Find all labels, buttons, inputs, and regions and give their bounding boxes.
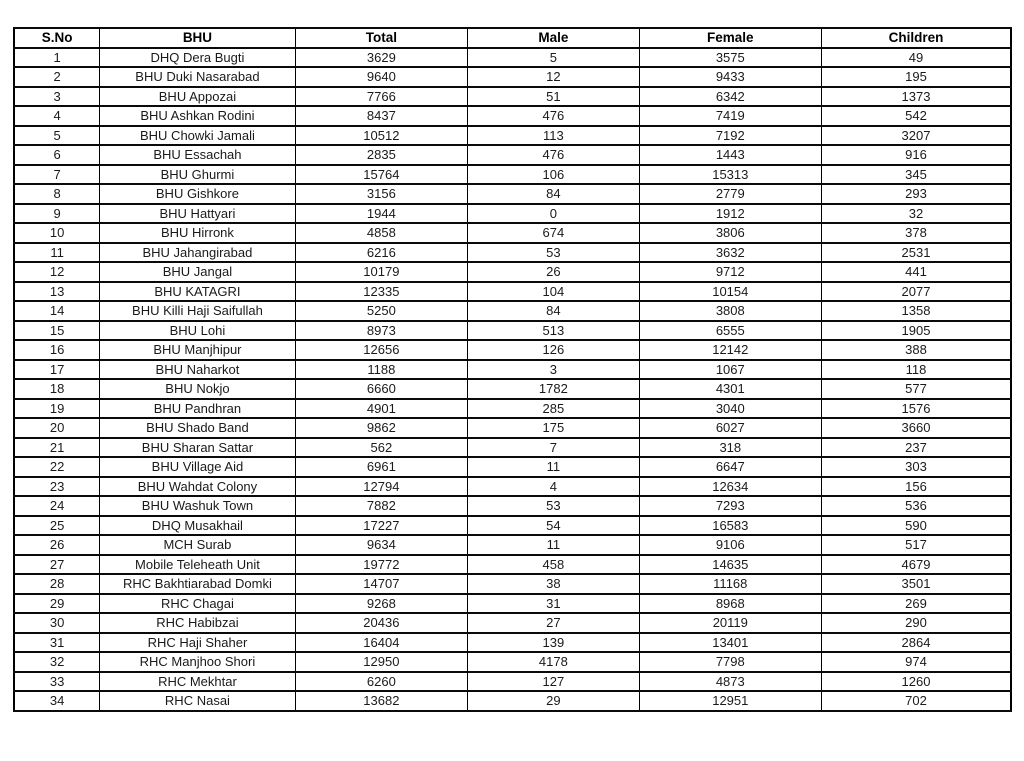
table-cell-children: 577 bbox=[822, 379, 1011, 399]
table-cell-children: 1905 bbox=[822, 321, 1011, 341]
table-cell-bhu: Mobile Teleheath Unit bbox=[100, 555, 295, 575]
table-cell-total: 15764 bbox=[295, 165, 467, 185]
table-cell-female: 6555 bbox=[639, 321, 821, 341]
table-cell-total: 6260 bbox=[295, 672, 467, 692]
table-cell-total: 562 bbox=[295, 438, 467, 458]
table-row bbox=[14, 379, 1011, 399]
table-cell-s-no: 8 bbox=[14, 184, 100, 204]
table-cell-children: 1373 bbox=[822, 87, 1011, 107]
table-cell-s-no: 13 bbox=[14, 282, 100, 302]
table-cell-bhu: BHU Naharkot bbox=[100, 360, 295, 380]
table-cell-total: 9640 bbox=[295, 67, 467, 87]
table-cell-female: 9433 bbox=[639, 67, 821, 87]
table-cell-total: 10179 bbox=[295, 262, 467, 282]
table-cell-bhu: BHU Sharan Sattar bbox=[100, 438, 295, 458]
table-row bbox=[14, 633, 1011, 653]
column-header-male: Male bbox=[468, 28, 639, 48]
table-cell-s-no: 20 bbox=[14, 418, 100, 438]
table-cell-female: 20119 bbox=[639, 613, 821, 633]
table-cell-male: 126 bbox=[468, 340, 639, 360]
table-cell-female: 7293 bbox=[639, 496, 821, 516]
table-row bbox=[14, 243, 1011, 263]
table-cell-total: 6961 bbox=[295, 457, 467, 477]
table-cell-children: 3207 bbox=[822, 126, 1011, 146]
table-cell-male: 53 bbox=[468, 496, 639, 516]
table-cell-total: 19772 bbox=[295, 555, 467, 575]
table-cell-total: 3629 bbox=[295, 48, 467, 68]
table-cell-children: 3501 bbox=[822, 574, 1011, 594]
table-cell-s-no: 32 bbox=[14, 652, 100, 672]
table-cell-female: 7798 bbox=[639, 652, 821, 672]
table-cell-female: 3040 bbox=[639, 399, 821, 419]
table-cell-male: 476 bbox=[468, 106, 639, 126]
table-cell-bhu: BHU Manjhipur bbox=[100, 340, 295, 360]
table-cell-s-no: 26 bbox=[14, 535, 100, 555]
table-row bbox=[14, 438, 1011, 458]
table-cell-total: 9268 bbox=[295, 594, 467, 614]
table-cell-s-no: 19 bbox=[14, 399, 100, 419]
table-cell-female: 11168 bbox=[639, 574, 821, 594]
table-cell-bhu: RHC Nasai bbox=[100, 691, 295, 711]
column-header-total: Total bbox=[295, 28, 467, 48]
table-cell-bhu: BHU Ashkan Rodini bbox=[100, 106, 295, 126]
table-cell-male: 29 bbox=[468, 691, 639, 711]
table-cell-s-no: 9 bbox=[14, 204, 100, 224]
table-row bbox=[14, 126, 1011, 146]
table-cell-female: 12951 bbox=[639, 691, 821, 711]
table-cell-children: 118 bbox=[822, 360, 1011, 380]
table-cell-total: 16404 bbox=[295, 633, 467, 653]
table-cell-children: 378 bbox=[822, 223, 1011, 243]
table-cell-children: 156 bbox=[822, 477, 1011, 497]
table-cell-total: 4901 bbox=[295, 399, 467, 419]
table-cell-total: 12335 bbox=[295, 282, 467, 302]
table-cell-bhu: BHU Village Aid bbox=[100, 457, 295, 477]
table-row bbox=[14, 574, 1011, 594]
table-cell-bhu: BHU Jangal bbox=[100, 262, 295, 282]
table-cell-s-no: 10 bbox=[14, 223, 100, 243]
table-cell-children: 49 bbox=[822, 48, 1011, 68]
table-row bbox=[14, 672, 1011, 692]
table-cell-female: 3575 bbox=[639, 48, 821, 68]
table-row bbox=[14, 106, 1011, 126]
table-row bbox=[14, 418, 1011, 438]
table-cell-s-no: 15 bbox=[14, 321, 100, 341]
table-cell-s-no: 29 bbox=[14, 594, 100, 614]
table-cell-bhu: RHC Haji Shaher bbox=[100, 633, 295, 653]
table-cell-bhu: BHU Jahangirabad bbox=[100, 243, 295, 263]
table-cell-children: 441 bbox=[822, 262, 1011, 282]
table-cell-s-no: 34 bbox=[14, 691, 100, 711]
table-cell-children: 345 bbox=[822, 165, 1011, 185]
table-cell-total: 2835 bbox=[295, 145, 467, 165]
table-cell-children: 702 bbox=[822, 691, 1011, 711]
table-cell-bhu: BHU Essachah bbox=[100, 145, 295, 165]
table-cell-total: 3156 bbox=[295, 184, 467, 204]
table-cell-male: 458 bbox=[468, 555, 639, 575]
table-cell-children: 916 bbox=[822, 145, 1011, 165]
table-cell-female: 6027 bbox=[639, 418, 821, 438]
table-row bbox=[14, 613, 1011, 633]
bhu-consultations-table bbox=[13, 27, 1012, 712]
table-cell-children: 388 bbox=[822, 340, 1011, 360]
table-cell-bhu: BHU Shado Band bbox=[100, 418, 295, 438]
table-cell-total: 7766 bbox=[295, 87, 467, 107]
table-cell-female: 12142 bbox=[639, 340, 821, 360]
table-cell-male: 51 bbox=[468, 87, 639, 107]
table-cell-total: 6660 bbox=[295, 379, 467, 399]
table-cell-female: 3632 bbox=[639, 243, 821, 263]
table-row bbox=[14, 691, 1011, 711]
table-cell-male: 3 bbox=[468, 360, 639, 380]
table-cell-female: 4873 bbox=[639, 672, 821, 692]
table-row bbox=[14, 555, 1011, 575]
table-cell-total: 14707 bbox=[295, 574, 467, 594]
table-cell-children: 303 bbox=[822, 457, 1011, 477]
table-cell-s-no: 14 bbox=[14, 301, 100, 321]
column-header-s-no: S.No bbox=[14, 28, 100, 48]
table-cell-female: 14635 bbox=[639, 555, 821, 575]
table-cell-total: 1944 bbox=[295, 204, 467, 224]
table-row bbox=[14, 262, 1011, 282]
table-row bbox=[14, 457, 1011, 477]
table-cell-female: 3806 bbox=[639, 223, 821, 243]
table-cell-s-no: 17 bbox=[14, 360, 100, 380]
table-cell-children: 290 bbox=[822, 613, 1011, 633]
table-cell-male: 113 bbox=[468, 126, 639, 146]
table-cell-children: 1358 bbox=[822, 301, 1011, 321]
table-cell-children: 3660 bbox=[822, 418, 1011, 438]
table-cell-s-no: 31 bbox=[14, 633, 100, 653]
table-cell-s-no: 25 bbox=[14, 516, 100, 536]
table-cell-bhu: RHC Habibzai bbox=[100, 613, 295, 633]
table-row bbox=[14, 87, 1011, 107]
table-cell-male: 674 bbox=[468, 223, 639, 243]
table-row bbox=[14, 165, 1011, 185]
table-cell-children: 517 bbox=[822, 535, 1011, 555]
table-cell-total: 17227 bbox=[295, 516, 467, 536]
table-cell-bhu: BHU Wahdat Colony bbox=[100, 477, 295, 497]
table-row bbox=[14, 496, 1011, 516]
table-cell-male: 0 bbox=[468, 204, 639, 224]
table-body bbox=[14, 48, 1011, 711]
table-row bbox=[14, 360, 1011, 380]
table-cell-bhu: BHU Appozai bbox=[100, 87, 295, 107]
table-cell-s-no: 24 bbox=[14, 496, 100, 516]
table-cell-bhu: BHU Pandhran bbox=[100, 399, 295, 419]
table-cell-male: 84 bbox=[468, 301, 639, 321]
table-cell-s-no: 21 bbox=[14, 438, 100, 458]
table-cell-children: 974 bbox=[822, 652, 1011, 672]
table-cell-total: 8437 bbox=[295, 106, 467, 126]
table-cell-bhu: DHQ Dera Bugti bbox=[100, 48, 295, 68]
table-cell-children: 32 bbox=[822, 204, 1011, 224]
table-cell-total: 10512 bbox=[295, 126, 467, 146]
table-cell-bhu: MCH Surab bbox=[100, 535, 295, 555]
table-cell-children: 195 bbox=[822, 67, 1011, 87]
table-cell-s-no: 27 bbox=[14, 555, 100, 575]
table-row bbox=[14, 145, 1011, 165]
table-cell-bhu: BHU Gishkore bbox=[100, 184, 295, 204]
table-cell-s-no: 33 bbox=[14, 672, 100, 692]
table-cell-male: 31 bbox=[468, 594, 639, 614]
column-header-bhu: BHU bbox=[100, 28, 295, 48]
table-row bbox=[14, 204, 1011, 224]
table-cell-total: 1188 bbox=[295, 360, 467, 380]
table-cell-female: 4301 bbox=[639, 379, 821, 399]
table-header bbox=[14, 28, 1011, 48]
table-cell-s-no: 11 bbox=[14, 243, 100, 263]
table-cell-total: 12950 bbox=[295, 652, 467, 672]
table-row bbox=[14, 535, 1011, 555]
table-cell-female: 10154 bbox=[639, 282, 821, 302]
table-cell-bhu: BHU Nokjo bbox=[100, 379, 295, 399]
table-cell-s-no: 30 bbox=[14, 613, 100, 633]
column-header-female: Female bbox=[639, 28, 821, 48]
table-cell-female: 6647 bbox=[639, 457, 821, 477]
table-cell-female: 13401 bbox=[639, 633, 821, 653]
table-cell-children: 2864 bbox=[822, 633, 1011, 653]
table-cell-female: 3808 bbox=[639, 301, 821, 321]
table-cell-children: 2077 bbox=[822, 282, 1011, 302]
table-cell-total: 4858 bbox=[295, 223, 467, 243]
table-cell-children: 269 bbox=[822, 594, 1011, 614]
table-cell-female: 7192 bbox=[639, 126, 821, 146]
table-cell-children: 590 bbox=[822, 516, 1011, 536]
table-cell-male: 127 bbox=[468, 672, 639, 692]
table-cell-total: 9862 bbox=[295, 418, 467, 438]
table-cell-s-no: 2 bbox=[14, 67, 100, 87]
table-cell-male: 12 bbox=[468, 67, 639, 87]
table-row bbox=[14, 516, 1011, 536]
table-cell-bhu: RHC Manjhoo Shori bbox=[100, 652, 295, 672]
table-cell-female: 9712 bbox=[639, 262, 821, 282]
table-cell-total: 8973 bbox=[295, 321, 467, 341]
table-cell-bhu: BHU Duki Nasarabad bbox=[100, 67, 295, 87]
table-cell-total: 5250 bbox=[295, 301, 467, 321]
table-cell-s-no: 3 bbox=[14, 87, 100, 107]
table-cell-bhu: RHC Chagai bbox=[100, 594, 295, 614]
table-cell-female: 6342 bbox=[639, 87, 821, 107]
table-cell-male: 175 bbox=[468, 418, 639, 438]
table-cell-s-no: 28 bbox=[14, 574, 100, 594]
table-cell-male: 285 bbox=[468, 399, 639, 419]
table-cell-male: 11 bbox=[468, 457, 639, 477]
table-row bbox=[14, 652, 1011, 672]
table-cell-male: 4178 bbox=[468, 652, 639, 672]
table-cell-children: 4679 bbox=[822, 555, 1011, 575]
table-cell-s-no: 22 bbox=[14, 457, 100, 477]
table-cell-male: 4 bbox=[468, 477, 639, 497]
table-cell-male: 1782 bbox=[468, 379, 639, 399]
table-cell-bhu: BHU Hirronk bbox=[100, 223, 295, 243]
table-cell-bhu: RHC Bakhtiarabad Domki bbox=[100, 574, 295, 594]
table-cell-female: 9106 bbox=[639, 535, 821, 555]
table-cell-children: 536 bbox=[822, 496, 1011, 516]
table-cell-children: 2531 bbox=[822, 243, 1011, 263]
table-cell-bhu: BHU Killi Haji Saifullah bbox=[100, 301, 295, 321]
table-cell-total: 20436 bbox=[295, 613, 467, 633]
table-cell-total: 9634 bbox=[295, 535, 467, 555]
table-cell-female: 16583 bbox=[639, 516, 821, 536]
table-row bbox=[14, 477, 1011, 497]
table-header-row bbox=[14, 28, 1011, 48]
table-cell-bhu: BHU Lohi bbox=[100, 321, 295, 341]
table-cell-female: 2779 bbox=[639, 184, 821, 204]
table-cell-bhu: BHU Ghurmi bbox=[100, 165, 295, 185]
table-cell-male: 7 bbox=[468, 438, 639, 458]
table-cell-male: 84 bbox=[468, 184, 639, 204]
table-cell-s-no: 5 bbox=[14, 126, 100, 146]
table-row bbox=[14, 223, 1011, 243]
table-cell-male: 27 bbox=[468, 613, 639, 633]
table-cell-bhu: BHU Hattyari bbox=[100, 204, 295, 224]
table-cell-total: 12656 bbox=[295, 340, 467, 360]
table-cell-total: 13682 bbox=[295, 691, 467, 711]
table-cell-female: 7419 bbox=[639, 106, 821, 126]
table-row bbox=[14, 301, 1011, 321]
table-cell-bhu: DHQ Musakhail bbox=[100, 516, 295, 536]
table-cell-s-no: 4 bbox=[14, 106, 100, 126]
table-row bbox=[14, 399, 1011, 419]
table-cell-bhu: RHC Mekhtar bbox=[100, 672, 295, 692]
table-cell-female: 1912 bbox=[639, 204, 821, 224]
table-cell-male: 513 bbox=[468, 321, 639, 341]
table-cell-female: 1067 bbox=[639, 360, 821, 380]
table-cell-male: 38 bbox=[468, 574, 639, 594]
table-cell-children: 1260 bbox=[822, 672, 1011, 692]
table-cell-children: 293 bbox=[822, 184, 1011, 204]
table-cell-s-no: 18 bbox=[14, 379, 100, 399]
table-row bbox=[14, 321, 1011, 341]
table-cell-bhu: BHU Washuk Town bbox=[100, 496, 295, 516]
table-cell-male: 5 bbox=[468, 48, 639, 68]
table-cell-female: 318 bbox=[639, 438, 821, 458]
table-cell-male: 139 bbox=[468, 633, 639, 653]
table-cell-male: 104 bbox=[468, 282, 639, 302]
table-cell-children: 542 bbox=[822, 106, 1011, 126]
table-cell-s-no: 16 bbox=[14, 340, 100, 360]
table-cell-s-no: 7 bbox=[14, 165, 100, 185]
table-cell-male: 54 bbox=[468, 516, 639, 536]
column-header-children: Children bbox=[822, 28, 1011, 48]
table-cell-male: 11 bbox=[468, 535, 639, 555]
table-cell-children: 237 bbox=[822, 438, 1011, 458]
table-cell-female: 12634 bbox=[639, 477, 821, 497]
table-cell-male: 476 bbox=[468, 145, 639, 165]
table-row bbox=[14, 340, 1011, 360]
table-cell-bhu: BHU KATAGRI bbox=[100, 282, 295, 302]
table-row bbox=[14, 48, 1011, 68]
table-row bbox=[14, 184, 1011, 204]
table-row bbox=[14, 67, 1011, 87]
table-cell-total: 6216 bbox=[295, 243, 467, 263]
table-cell-female: 15313 bbox=[639, 165, 821, 185]
table-cell-s-no: 12 bbox=[14, 262, 100, 282]
table-cell-s-no: 1 bbox=[14, 48, 100, 68]
table-cell-male: 26 bbox=[468, 262, 639, 282]
table-row bbox=[14, 282, 1011, 302]
table-cell-female: 8968 bbox=[639, 594, 821, 614]
table-cell-s-no: 23 bbox=[14, 477, 100, 497]
table-cell-children: 1576 bbox=[822, 399, 1011, 419]
table-cell-total: 7882 bbox=[295, 496, 467, 516]
table-cell-male: 53 bbox=[468, 243, 639, 263]
table-cell-bhu: BHU Chowki Jamali bbox=[100, 126, 295, 146]
table-cell-male: 106 bbox=[468, 165, 639, 185]
table-cell-female: 1443 bbox=[639, 145, 821, 165]
table-row bbox=[14, 594, 1011, 614]
table-cell-s-no: 6 bbox=[14, 145, 100, 165]
table-cell-total: 12794 bbox=[295, 477, 467, 497]
